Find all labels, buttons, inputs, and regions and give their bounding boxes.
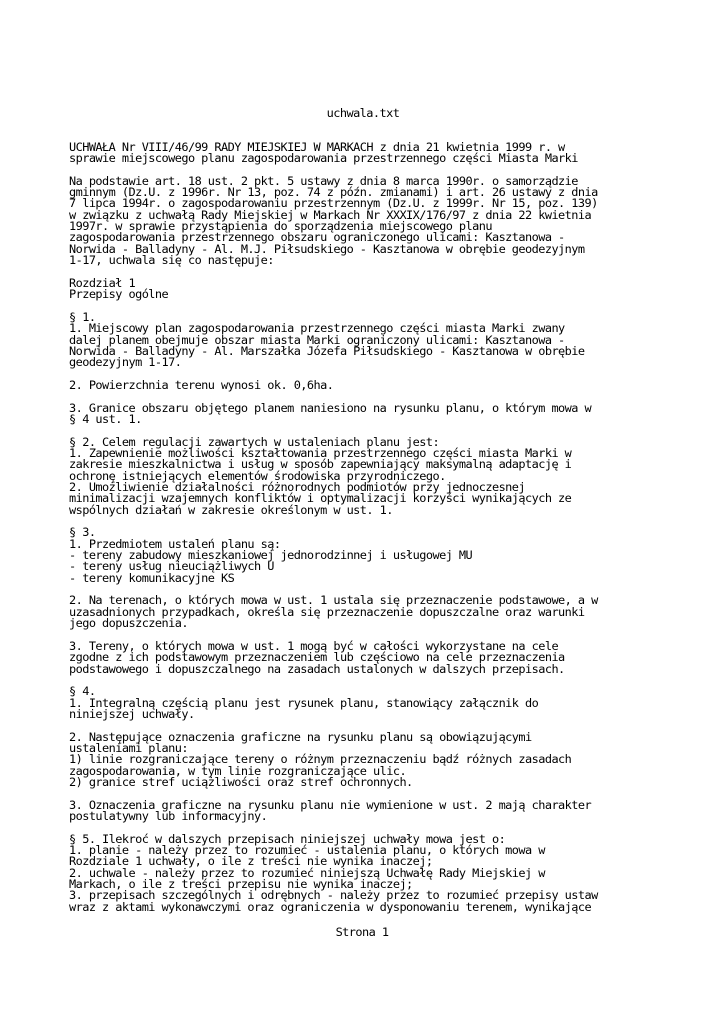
text-line: Na podstawie art. 18 ust. 2 pkt. 5 ustawy z dnia 8 marca 1990r. o samorządzie — [69, 173, 578, 188]
text-line: sprawie miejscowego planu zagospodarowania przestrzennego części Miasta Marki — [69, 151, 578, 166]
text-line: minimalizacji wzajemnych konfliktów i optymalizacji korzyści wynikających ze — [69, 491, 572, 506]
text-line: Rozdział 1 — [69, 275, 136, 290]
text-line: wraz z aktami wykonawczymi oraz ograniczenia w dysponowaniu terenem, wynikające — [69, 899, 592, 914]
text-line: zagospodarowania przestrzennego obszaru ograniczonego ulicami: Kasztanowa - — [69, 230, 565, 245]
blank-line — [69, 516, 719, 527]
file-title: uchwala.txt — [326, 105, 400, 120]
text-line: 1. Integralną częścią planu jest rysunek planu, stanowiący załącznik do — [69, 695, 539, 710]
text-line: Norwida - Balladyny - Al. M.J. Piłsudskiego - Kasztanowa w obrębie geodezyjnym — [69, 241, 585, 256]
text-line: UCHWAŁA Nr VIII/46/99 RADY MIEJSKIEJ W MARKACH z dnia 21 kwietnia 1999 r. w — [69, 139, 565, 154]
text-line: Norwida - Balladyny - Al. Marszałka Józefa Piłsudskiego - Kasztanowa w obrębie — [69, 343, 585, 358]
text-line: dalej planem obejmuje obszar miasta Marki ograniczony ulicami: Kasztanowa - — [69, 332, 565, 347]
text-line: 2. Następujące oznaczenia graficzne na rysunku planu są obowiązującymi — [69, 729, 532, 744]
text-line: 7 lipca 1994r. o zagospodarowaniu przestrzennym (Dz.U. z 1999r. Nr 15, poz. 139) — [69, 196, 598, 211]
text-line: 1) linie rozgraniczające tereny o różnym przeznaczeniu bądź różnych zasadach — [69, 752, 572, 767]
text-line: gminnym (Dz.U. z 1996r. Nr 13, poz. 74 z późn. zmianami) i art. 26 ustawy z dnia — [69, 185, 598, 200]
text-line: 1. Przedmiotem ustaleń planu są: — [69, 536, 281, 551]
text-line: 1. Zapewnienie możliwości kształtowania przestrzennego części miasta Marki w — [69, 446, 572, 460]
blank-line — [69, 301, 719, 312]
text-line: 3. Oznaczenia graficzne na rysunku planu nie wymienione w ust. 2 mają charakter — [69, 797, 592, 812]
text-line: 1. Miejscowy plan zagospodarowania przestrzennego części miasta Marki zwany — [69, 321, 565, 336]
text-line: zagospodarowania, w tym linie rozgraniczające ulic. — [69, 763, 407, 778]
text-line: 2. Umożliwienie działalności różnorodnych podmiotów przy jednoczesnej — [69, 480, 526, 495]
text-line: Markach, o ile z treści przepisu nie wynika inaczej; — [69, 877, 413, 892]
text-line: jego dopuszczenia. — [69, 616, 188, 631]
text-line: § 2. Celem regulacji zawartych w ustaleniach planu jest: — [69, 434, 440, 449]
text-line: Rozdziale 1 uchwały, o ile z treści nie wynika inaczej; — [69, 854, 433, 869]
text-line: § 3. — [69, 525, 96, 540]
blank-line — [69, 675, 719, 686]
text-line: - tereny zabudowy mieszkaniowej jednorodzinnej i usługowej MU — [69, 548, 473, 563]
text-line: zakresie mieszkalnictwa i usług w sposób zapewniający maksymalną adaptację i — [69, 457, 572, 472]
text-line: 2. Powierzchnia terenu wynosi ok. 0,6ha. — [69, 377, 334, 392]
text-line: 3. Granice obszaru objętego planem naniesiono na rysunku planu, o którym mowa w — [69, 400, 592, 415]
text-line: 3. Tereny, o których mowa w ust. 1 mogą być w całości wykorzystane na cele — [69, 638, 559, 653]
text-line: § 1. — [69, 309, 96, 324]
page-number-footer: Strona 1 — [335, 925, 389, 939]
text-line: niniejszej uchwały. — [69, 706, 195, 721]
text-line: geodezyjnym 1-17. — [69, 355, 182, 370]
text-line: § 5. Ilekroć w dalszych przepisach niniejszej uchwały mowa jest o: — [69, 831, 506, 846]
text-line: ustaleniami planu: — [69, 740, 188, 755]
text-line: 1997r. w sprawie przystąpienia do sporządzenia miejscowego planu — [69, 219, 492, 234]
text-line: 1. planie - należy przez to rozumieć - ustalenia planu, o których mowa w — [69, 843, 545, 858]
text-line: - tereny komunikacyjne KS — [69, 570, 235, 585]
text-line: 1-17, uchwala się co następuje: — [69, 253, 274, 268]
text-line: 2. Na terenach, o których mowa w ust. 1 ustala się przeznaczenie podstawowe, a w — [69, 593, 598, 608]
text-line: w związku z uchwałą Rady Miejskiej w Markach Nr XXXIX/176/97 z dnia 22 kwietnia — [69, 207, 592, 222]
text-line: § 4 ust. 1. — [69, 411, 142, 426]
text-line: - tereny usług nieuciążliwych U — [69, 559, 274, 574]
text-line: zgodne z ich podstawowym przeznaczeniem lub częściowo na cele przeznaczenia — [69, 650, 565, 665]
blank-line — [69, 267, 719, 278]
text-line: 2) granice stref uciążliwości oraz stref ochronnych. — [69, 774, 413, 789]
text-line: 2. uchwale - należy przez to rozumieć niniejszą Uchwałę Rady Miejskiej w — [69, 865, 545, 880]
document-body — [69, 85, 719, 913]
text-line: uzasadnionych przypadkach, określa się przeznaczenie dopuszczalne oraz warunki — [69, 604, 585, 619]
text-line: wspólnych działań w zakresie określonym w ust. 1. — [69, 502, 393, 517]
text-line: § 4. — [69, 684, 96, 699]
text-line: Przepisy ogólne — [69, 287, 169, 302]
text-line: 3. przepisach szczególnych i odrębnych - należy przez to rozumieć przepisy ustaw — [69, 888, 598, 903]
text-line: podstawowego i dopuszczalnego na zasadach ustalonych w dalszych przepisach. — [69, 661, 565, 676]
text-line: ochronę istniejących elementów środowiska przyrodniczego. — [69, 468, 446, 483]
text-line: postulatywny lub informacyjny. — [69, 809, 268, 823]
